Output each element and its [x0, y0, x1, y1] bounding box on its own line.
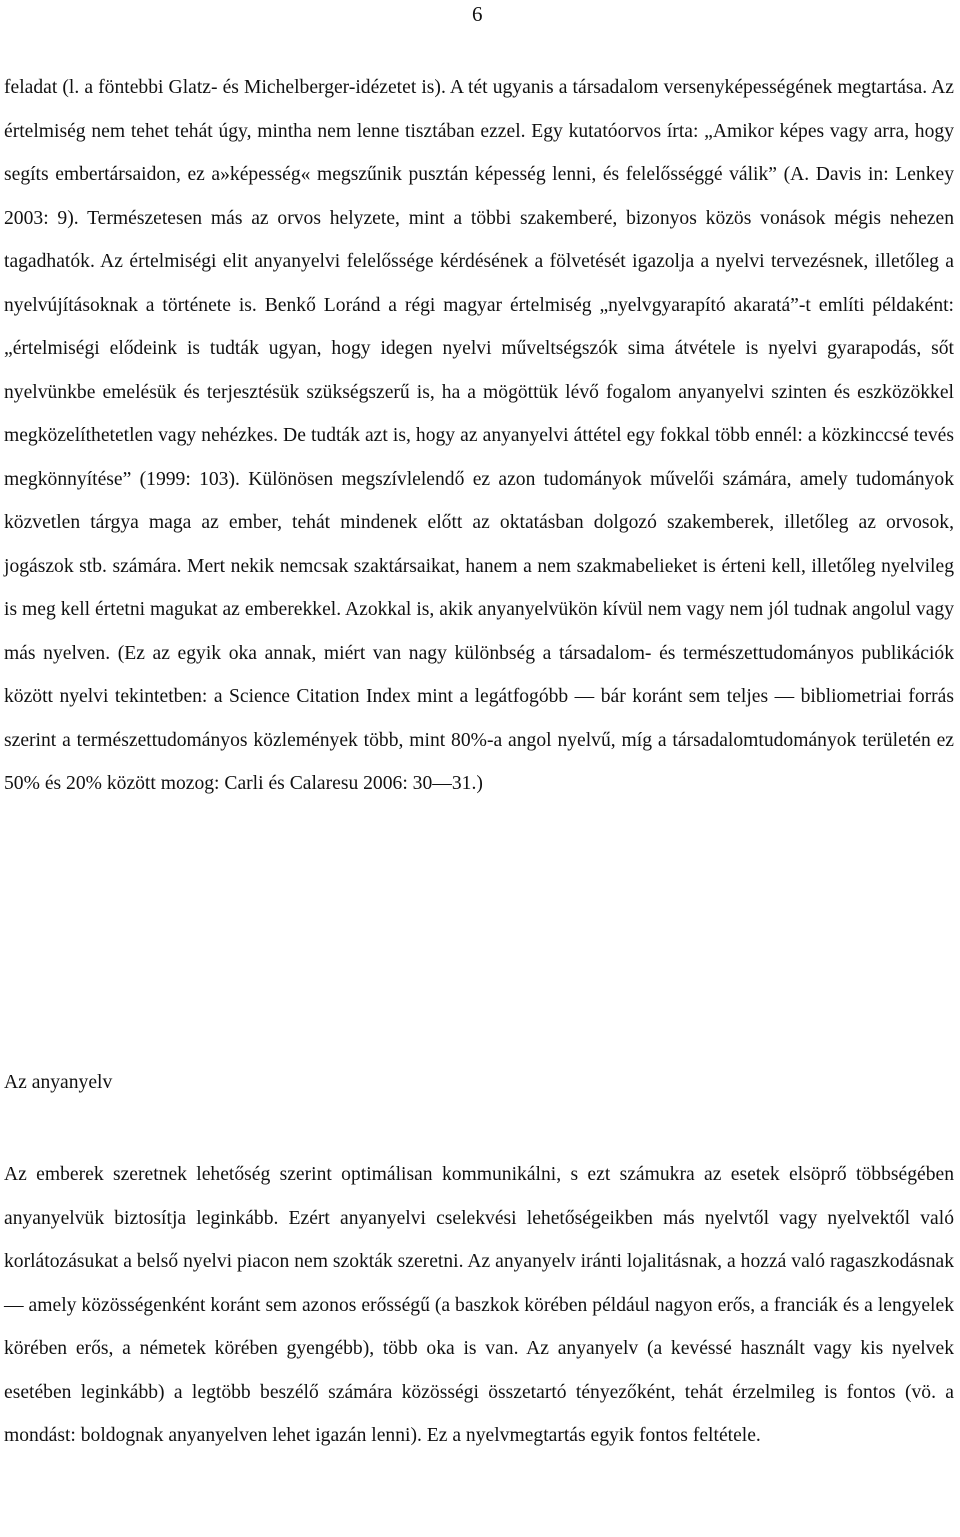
section-heading: Az anyanyelv [4, 1072, 113, 1093]
paragraph-1: feladat (l. a föntebbi Glatz- és Michelberger-idézetet is). A tét ugyanis a társadalom versenyképességének megtartása. Az értelmiség nem tehet tehát úgy, mintha nem lenne tisztában ezzel. Egy kutatóorvos írta: „Amikor képes vagy arra, hogy segíts embertársaidon, ez a»képesség« megszűnik pusztán képesség lenni, és felelősséggé válik” (A. Davis in: Lenkey 2003: 9). Természetesen más az orvos helyzete, mint a többi szakemberé, bizonyos közös vonások mégis nehezen tagadhatók. Az értelmiségi elit anyanyelvi felelőssége kérdésének a fölvetését igazolja a nyelvi tervezésnek, illetőleg a nyelvújításoknak a története is. Benkő Loránd a régi magyar értelmiség „nyelvgyarapító akaratá”-t említi példaként: „értelmiségi elődeink is tudták ugyan, hogy idegen nyelvi műveltségszók sima átvétele is nyelvi gyarapodás, sőt nyelvünkbe emelésük és terjesztésük szükségszerű is, ha a mögöttük lévő fogalom anyanyelvi szinten és eszközökkel megközelíthetetlen vagy nehézkes. De tudták azt is, hogy az anyanyelvi áttétel egy fokkal több ennél: a közkinccsé tevés megkönnyítése” (1999: 103). Különösen megszívlelendő ez azon tudományok művelői számára, amely tudományok közvetlen tárgya maga az ember, tehát mindenek előtt az oktatásban dolgozó szakemberek, illetőleg az orvosok, jogászok stb. számára. Mert nekik nemcsak szaktársaikat, hanem a nem szakmabelieket is érteni kell, illetőleg nyelvileg is meg kell értetni magukat az emberekkel. Azokkal is, akik anyanyelvükön kívül nem vagy nem jól tudnak angolul vagy más nyelven. (Ez az egyik oka annak, miért van nagy különbség a társadalom- és természettudományos publikációk között nyelvi tekintetben: a Science Citation Index mint a legátfogóbb ― bár koránt sem teljes ― bibliometriai forrás szerint a természettudományos közlemények több, mint 80%-a angol nyelvű, míg a társadalomtudományok területén ez 50% és 20% között mozog: Carli és Calaresu 2006: 30―31.) [4, 77, 954, 794]
paragraph-2: Az emberek szeretnek lehetőség szerint optimálisan kommunikálni, s ezt számukra az esetek elsöprő többségében anyanyelvük biztosítja leginkább. Ezért anyanyelvi cselekvési lehetőségeikben más nyelvtől vagy nyelvektől való korlátozásukat a belső nyelvi piacon nem szokták szeretni. Az anyanyelv iránti lojalitásnak, a hozzá való ragaszkodásnak ― amely közösségenként koránt sem azonos erősségű (a baszkok körében például nagyon erős, a franciák és a lengyelek körében erős, a németek körében gyengébb), több oka is van. Az anyanyelv (a kevéssé használt vagy kis nyelvek esetében leginkább) a legtöbb beszélő számára közösségi összetartó tényezőként, tehát érzelmileg is fontos (vö. a mondást: boldognak anyanyelven lehet igazán lenni). Ez a nyelvmegtartás egyik fontos feltétele. [4, 1164, 954, 1446]
page-number: 6 [472, 2, 483, 26]
